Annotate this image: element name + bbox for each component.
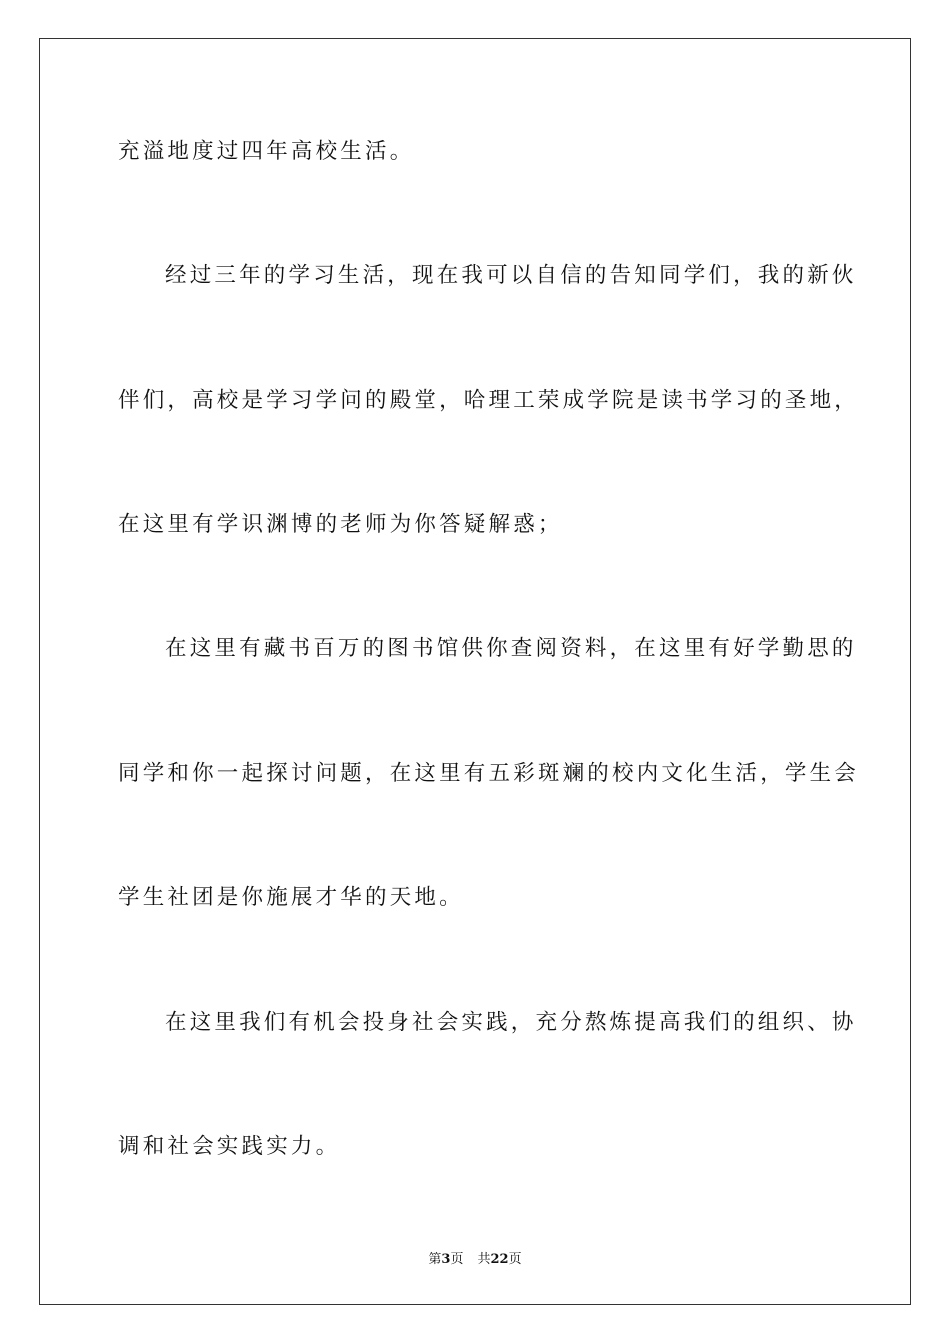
footer-total-prefix: 共 bbox=[477, 1252, 491, 1267]
footer-page-prefix: 第 bbox=[428, 1252, 442, 1267]
body-line-2: 经过三年的学习生活，现在我可以自信的告知同学们，我的新伙 bbox=[165, 263, 857, 288]
body-line-5: 在这里有藏书百万的图书馆供你查阅资料，在这里有好学勤思的 bbox=[165, 636, 857, 661]
page-border bbox=[39, 38, 911, 1305]
body-line-9: 调和社会实践实力。 bbox=[118, 1134, 341, 1159]
footer-page-number: 3 bbox=[441, 1252, 451, 1267]
body-line-8: 在这里我们有机会投身社会实践，充分熬炼提高我们的组织、协 bbox=[165, 1010, 857, 1035]
footer-page-suffix: 页 bbox=[450, 1252, 464, 1267]
body-line-6: 同学和你一起探讨问题，在这里有五彩斑斓的校内文化生活，学生会 bbox=[118, 761, 860, 786]
body-line-3: 伴们，高校是学习学问的殿堂，哈理工荣成学院是读书学习的圣地， bbox=[118, 388, 860, 413]
page-footer bbox=[0, 1248, 950, 1267]
footer-total-pages: 22 bbox=[490, 1252, 509, 1267]
body-line-1: 充溢地度过四年高校生活。 bbox=[118, 139, 415, 164]
body-line-7: 学生社团是你施展才华的天地。 bbox=[118, 885, 464, 910]
body-line-4: 在这里有学识渊博的老师为你答疑解惑； bbox=[118, 512, 563, 537]
footer-total-suffix: 页 bbox=[508, 1252, 522, 1267]
